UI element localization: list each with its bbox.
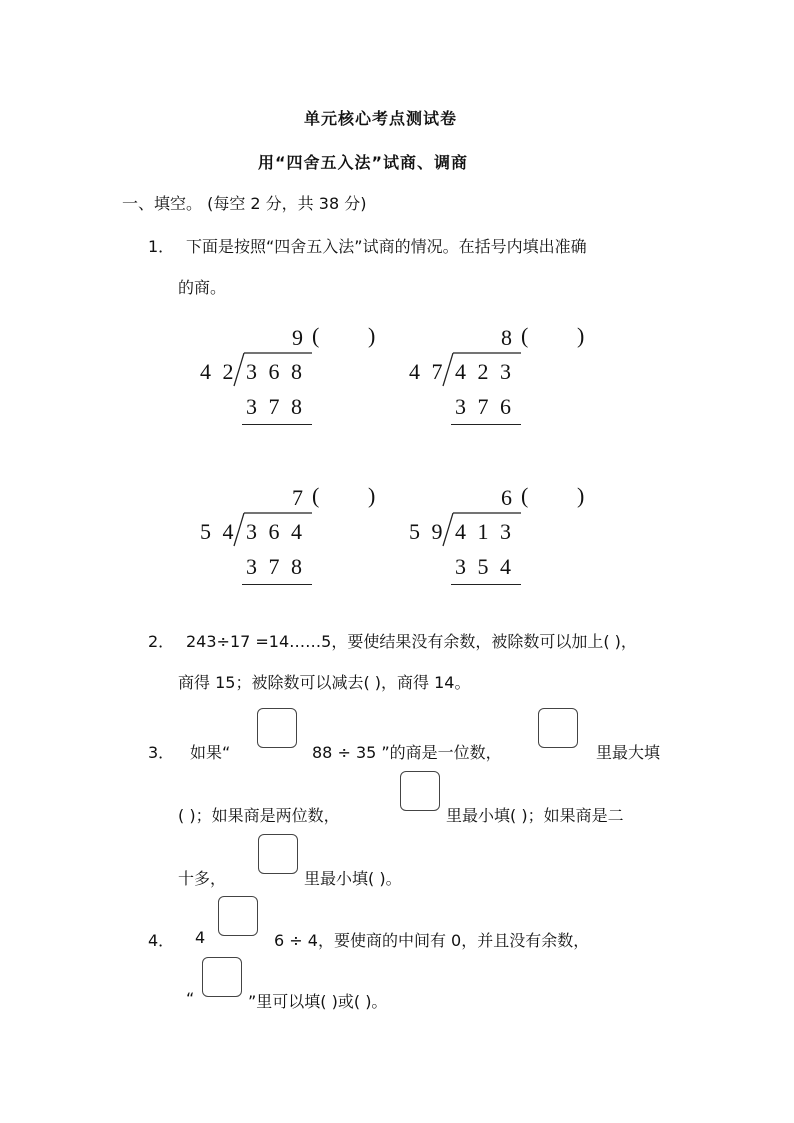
- answer-blank-open: (: [521, 483, 529, 508]
- question-1-text-line2: 的商。: [178, 278, 227, 297]
- answer-blank-open: (: [312, 483, 320, 508]
- answer-blank-open: (: [521, 323, 529, 348]
- answer-blank-close: ): [368, 323, 376, 348]
- divisor: 4 7: [409, 359, 446, 384]
- blank-box[interactable]: [257, 708, 297, 748]
- question-3-text-a: 如果“: [190, 743, 231, 762]
- subtraction-line: [451, 584, 521, 585]
- question-3-text-g: 里最小填( )。: [304, 869, 402, 888]
- quotient: 6: [501, 485, 515, 510]
- quotient: 9: [292, 325, 306, 350]
- trial-product: 3 7 6: [455, 394, 514, 419]
- subtraction-line: [451, 424, 521, 425]
- trial-product: 3 7 8: [246, 394, 305, 419]
- question-4-text-d: ”里可以填( )或( )。: [248, 992, 388, 1011]
- blank-box[interactable]: [202, 957, 242, 997]
- question-2-number: 2．: [148, 632, 175, 651]
- question-4-text-b: 6 ÷ 4，要使商的中间有 0，并且没有余数，: [274, 931, 590, 950]
- division-problem-1: [200, 322, 400, 422]
- question-4-text-c: “: [186, 989, 195, 1008]
- quotient: 8: [501, 325, 515, 350]
- dividend: 4 1 3: [455, 519, 514, 544]
- blank-box[interactable]: [400, 771, 440, 811]
- page-subtitle: 用“四舍五入法”试商、调商: [258, 153, 469, 172]
- answer-blank-open: (: [312, 323, 320, 348]
- trial-product: 3 7 8: [246, 554, 305, 579]
- question-3-text-d: ( )；如果商是两位数，: [178, 806, 340, 825]
- question-3-text-f: 十多，: [178, 869, 227, 888]
- question-4-text-a: 4: [195, 928, 206, 947]
- section-heading: 一、填空。 (每空 2 分，共 38 分): [122, 194, 367, 213]
- divisor: 5 4: [200, 519, 237, 544]
- answer-blank-close: ): [577, 483, 585, 508]
- divisor: 4 2: [200, 359, 237, 384]
- question-3-number: 3．: [148, 743, 175, 762]
- dividend: 4 2 3: [455, 359, 514, 384]
- answer-blank-close: ): [368, 483, 376, 508]
- question-3-text-c: 里最大填: [596, 743, 661, 762]
- question-1-number: 1．: [148, 237, 175, 256]
- dividend: 3 6 8: [246, 359, 305, 384]
- question-2-text-line1: 243÷17 =14……5，要使结果没有余数，被除数可以加上( )，: [186, 632, 637, 651]
- subtraction-line: [242, 424, 312, 425]
- subtraction-line: [242, 584, 312, 585]
- dividend: 3 6 4: [246, 519, 305, 544]
- question-1-text-line1: 下面是按照“四舍五入法”试商的情况。在括号内填出准确: [186, 237, 587, 256]
- question-4-number: 4．: [148, 931, 175, 950]
- blank-box[interactable]: [218, 896, 258, 936]
- blank-box[interactable]: [538, 708, 578, 748]
- question-3-text-b: 88 ÷ 35 ”的商是一位数，: [312, 743, 502, 762]
- division-problem-3: [200, 482, 400, 582]
- blank-box[interactable]: [258, 834, 298, 874]
- page-title: 单元核心考点测试卷: [304, 109, 458, 128]
- trial-product: 3 5 4: [455, 554, 514, 579]
- quotient: 7: [292, 485, 306, 510]
- answer-blank-close: ): [577, 323, 585, 348]
- division-problem-4: [409, 482, 609, 582]
- division-problem-2: [409, 322, 609, 422]
- question-2-text-line2: 商得 15；被除数可以减去( )，商得 14。: [178, 673, 471, 692]
- question-3-text-e: 里最小填( )；如果商是二: [446, 806, 624, 825]
- divisor: 5 9: [409, 519, 446, 544]
